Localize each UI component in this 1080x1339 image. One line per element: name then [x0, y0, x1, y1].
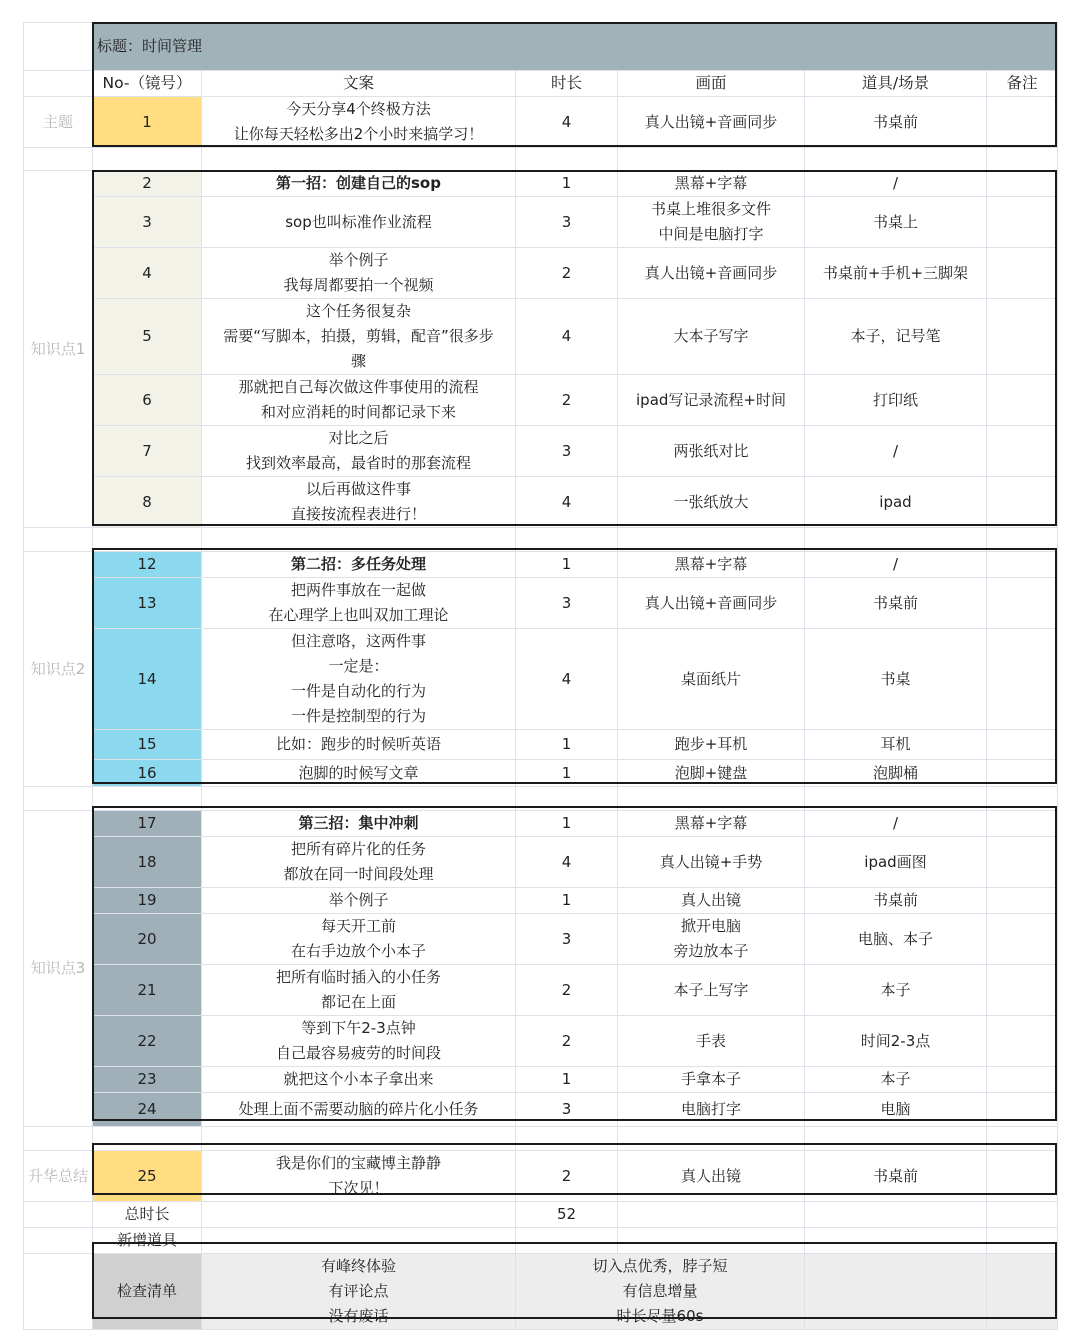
copy-cell[interactable]: 把所有临时插入的小任务 都记在上面 [202, 965, 516, 1016]
header-copy[interactable]: 文案 [202, 71, 516, 97]
spacer-row [24, 148, 1058, 171]
notes-cell[interactable] [987, 248, 1058, 299]
duration-cell[interactable]: 2 [516, 375, 618, 426]
shot-number[interactable]: 19 [93, 888, 202, 914]
props-cell[interactable]: / [805, 171, 987, 197]
table-row [24, 375, 1058, 426]
checklist-row [24, 1254, 1058, 1330]
props-cell[interactable]: 电脑、本子 [805, 914, 987, 965]
scene-cell[interactable]: 真人出镜+手势 [618, 837, 805, 888]
props-cell[interactable]: 本子 [805, 965, 987, 1016]
shot-number[interactable]: 23 [93, 1067, 202, 1093]
shot-number[interactable]: 2 [93, 171, 202, 197]
shot-number[interactable]: 4 [93, 248, 202, 299]
props-cell[interactable]: 书桌前 [805, 888, 987, 914]
shot-number[interactable]: 18 [93, 837, 202, 888]
section-label-knowledge-2[interactable]: 知识点2 [24, 552, 93, 787]
props-cell[interactable]: 泡脚桶 [805, 760, 987, 787]
shot-number[interactable]: 3 [93, 197, 202, 248]
table-row [24, 299, 1058, 375]
total-duration-label[interactable]: 总时长 [93, 1202, 202, 1228]
table-row [24, 426, 1058, 477]
total-duration-value[interactable]: 52 [516, 1202, 618, 1228]
duration-cell[interactable]: 4 [516, 97, 618, 148]
scene-cell[interactable]: ipad写记录流程+时间 [618, 375, 805, 426]
new-props-label[interactable]: 新增道具 [93, 1228, 202, 1254]
props-cell[interactable]: ipad画图 [805, 837, 987, 888]
total-row [24, 1202, 1058, 1228]
duration-cell[interactable]: 1 [516, 730, 618, 760]
shot-number[interactable]: 22 [93, 1016, 202, 1067]
table-row [24, 171, 1058, 197]
duration-cell[interactable]: 2 [516, 1151, 618, 1202]
duration-cell[interactable]: 3 [516, 426, 618, 477]
copy-cell[interactable]: 我是你们的宝藏博主静静 下次见！ [202, 1151, 516, 1202]
notes-cell[interactable] [987, 760, 1058, 787]
scene-cell[interactable]: 桌面纸片 [618, 629, 805, 730]
notes-cell[interactable] [987, 578, 1058, 629]
scene-cell[interactable]: 一张纸放大 [618, 477, 805, 528]
scene-cell[interactable]: 真人出镜 [618, 888, 805, 914]
props-cell[interactable]: / [805, 552, 987, 578]
notes-cell[interactable] [987, 811, 1058, 837]
scene-cell[interactable]: 手表 [618, 1016, 805, 1067]
shot-number[interactable]: 5 [93, 299, 202, 375]
duration-cell[interactable]: 1 [516, 171, 618, 197]
copy-cell[interactable]: 第三招：集中冲刺 [202, 811, 516, 837]
copy-cell[interactable]: 举个例子 我每周都要拍一个视频 [202, 248, 516, 299]
shot-number[interactable]: 16 [93, 760, 202, 787]
title-row [24, 23, 1058, 71]
scene-cell[interactable]: 黑幕+字幕 [618, 171, 805, 197]
duration-cell[interactable]: 4 [516, 299, 618, 375]
shot-number[interactable]: 7 [93, 426, 202, 477]
checklist-blank[interactable] [805, 1254, 987, 1330]
copy-cell[interactable]: 第一招：创建自己的sop [202, 171, 516, 197]
table-row [24, 888, 1058, 914]
scene-cell[interactable]: 掀开电脑 旁边放本子 [618, 914, 805, 965]
blank-cell [24, 23, 93, 71]
notes-cell[interactable] [987, 1093, 1058, 1127]
notes-cell[interactable] [987, 477, 1058, 528]
scene-cell[interactable]: 黑幕+字幕 [618, 552, 805, 578]
scene-cell[interactable]: 真人出镜+音画同步 [618, 248, 805, 299]
copy-cell[interactable]: 第二招：多任务处理 [202, 552, 516, 578]
section-label-knowledge-3[interactable]: 知识点3 [24, 811, 93, 1127]
shot-number[interactable]: 14 [93, 629, 202, 730]
duration-cell[interactable]: 4 [516, 477, 618, 528]
duration-cell[interactable]: 1 [516, 888, 618, 914]
table-row [24, 837, 1058, 888]
table-row [24, 1016, 1058, 1067]
section-label-theme[interactable]: 主题 [24, 97, 93, 148]
scene-cell[interactable]: 本子上写字 [618, 965, 805, 1016]
shot-number[interactable]: 17 [93, 811, 202, 837]
notes-cell[interactable] [987, 375, 1058, 426]
table-row [24, 730, 1058, 760]
shot-number[interactable]: 8 [93, 477, 202, 528]
copy-cell[interactable]: 以后再做这件事 直接按流程表进行！ [202, 477, 516, 528]
copy-cell[interactable]: 那就把自己每次做这件事使用的流程 和对应消耗的时间都记录下来 [202, 375, 516, 426]
notes-cell[interactable] [987, 629, 1058, 730]
table-row [24, 1151, 1058, 1202]
copy-cell[interactable]: 但注意咯，这两件事 一定是： 一件是自动化的行为 一件是控制型的行为 [202, 629, 516, 730]
props-cell[interactable]: 书桌前+手机+三脚架 [805, 248, 987, 299]
copy-cell[interactable]: 这个任务很复杂 需要“写脚本，拍摄，剪辑，配音”很多步 骤 [202, 299, 516, 375]
scene-cell[interactable]: 真人出镜 [618, 1151, 805, 1202]
checklist-label[interactable]: 检查清单 [93, 1254, 202, 1330]
section-label-knowledge-1[interactable]: 知识点1 [24, 171, 93, 528]
props-cell[interactable]: 书桌上 [805, 197, 987, 248]
scene-cell[interactable]: 跑步+耳机 [618, 730, 805, 760]
table-row [24, 965, 1058, 1016]
shot-number[interactable]: 13 [93, 578, 202, 629]
duration-cell[interactable]: 1 [516, 1067, 618, 1093]
checklist-blank[interactable] [987, 1254, 1058, 1330]
copy-cell[interactable]: 把两件事放在一起做 在心理学上也叫双加工理论 [202, 578, 516, 629]
shot-number[interactable]: 24 [93, 1093, 202, 1127]
notes-cell[interactable] [987, 1067, 1058, 1093]
spacer-row [24, 1127, 1058, 1151]
table-row [24, 760, 1058, 787]
duration-cell[interactable]: 2 [516, 248, 618, 299]
shot-number[interactable]: 25 [93, 1151, 202, 1202]
new-props-row [24, 1228, 1058, 1254]
checklist-right[interactable]: 切入点优秀，脖子短 有信息增量 时长尽量60s [516, 1254, 805, 1330]
copy-cell[interactable]: 比如：跑步的时候听英语 [202, 730, 516, 760]
table-row [24, 914, 1058, 965]
table-row [24, 477, 1058, 528]
spacer-row [24, 528, 1058, 552]
table-row [24, 248, 1058, 299]
props-cell[interactable]: 耳机 [805, 730, 987, 760]
shot-number[interactable]: 20 [93, 914, 202, 965]
storyboard-table [23, 22, 1058, 1330]
copy-cell[interactable]: 把所有碎片化的任务 都放在同一时间段处理 [202, 837, 516, 888]
scene-cell[interactable]: 电脑打字 [618, 1093, 805, 1127]
header-duration[interactable]: 时长 [516, 71, 618, 97]
props-cell[interactable]: 打印纸 [805, 375, 987, 426]
notes-cell[interactable] [987, 1151, 1058, 1202]
duration-cell[interactable]: 4 [516, 629, 618, 730]
scene-cell[interactable]: 大本子写字 [618, 299, 805, 375]
table-row [24, 1067, 1058, 1093]
table-row [24, 578, 1058, 629]
scene-cell[interactable]: 真人出镜+音画同步 [618, 578, 805, 629]
sheet-title[interactable]: 标题：时间管理 [93, 23, 1058, 71]
props-cell[interactable]: 书桌 [805, 629, 987, 730]
copy-cell[interactable]: 每天开工前 在右手边放个小本子 [202, 914, 516, 965]
duration-cell[interactable]: 1 [516, 811, 618, 837]
table-row [24, 97, 1058, 148]
duration-cell[interactable]: 1 [516, 552, 618, 578]
storyboard-sheet [23, 22, 1057, 1330]
spacer-row [24, 787, 1058, 811]
duration-cell[interactable]: 3 [516, 197, 618, 248]
duration-cell[interactable]: 2 [516, 1016, 618, 1067]
notes-cell[interactable] [987, 299, 1058, 375]
scene-cell[interactable]: 书桌上堆很多文件 中间是电脑打字 [618, 197, 805, 248]
duration-cell[interactable]: 1 [516, 760, 618, 787]
props-cell[interactable]: 本子，记号笔 [805, 299, 987, 375]
duration-cell[interactable]: 3 [516, 914, 618, 965]
table-row [24, 1093, 1058, 1127]
shot-number[interactable]: 21 [93, 965, 202, 1016]
notes-cell[interactable] [987, 914, 1058, 965]
notes-cell[interactable] [987, 1016, 1058, 1067]
blank-cell [24, 71, 93, 97]
props-cell[interactable]: 本子 [805, 1067, 987, 1093]
scene-cell[interactable]: 真人出镜+音画同步 [618, 97, 805, 148]
notes-cell[interactable] [987, 426, 1058, 477]
notes-cell[interactable] [987, 965, 1058, 1016]
copy-cell[interactable]: 举个例子 [202, 888, 516, 914]
table-row [24, 629, 1058, 730]
props-cell[interactable]: 书桌前 [805, 578, 987, 629]
props-cell[interactable]: / [805, 426, 987, 477]
props-cell[interactable]: 书桌前 [805, 1151, 987, 1202]
notes-cell[interactable] [987, 730, 1058, 760]
props-cell[interactable]: ipad [805, 477, 987, 528]
copy-cell[interactable]: 等到下午2-3点钟 自己最容易疲劳的时间段 [202, 1016, 516, 1067]
table-row [24, 197, 1058, 248]
copy-cell[interactable]: sop也叫标准作业流程 [202, 197, 516, 248]
header-notes[interactable]: 备注 [987, 71, 1058, 97]
duration-cell[interactable]: 3 [516, 1093, 618, 1127]
header-props[interactable]: 道具/场景 [805, 71, 987, 97]
notes-cell[interactable] [987, 197, 1058, 248]
notes-cell[interactable] [987, 552, 1058, 578]
shot-number[interactable]: 15 [93, 730, 202, 760]
copy-cell[interactable]: 泡脚的时候写文章 [202, 760, 516, 787]
copy-cell[interactable]: 处理上面不需要动脑的碎片化小任务 [202, 1093, 516, 1127]
table-row [24, 552, 1058, 578]
props-cell[interactable]: 电脑 [805, 1093, 987, 1127]
table-row [24, 811, 1058, 837]
scene-cell[interactable]: 手拿本子 [618, 1067, 805, 1093]
header-no[interactable]: No-（镜号） [93, 71, 202, 97]
copy-cell[interactable]: 今天分享4个终极方法 让你每天轻松多出2个小时来搞学习！ [202, 97, 516, 148]
notes-cell[interactable] [987, 171, 1058, 197]
scene-cell[interactable]: 两张纸对比 [618, 426, 805, 477]
notes-cell[interactable] [987, 97, 1058, 148]
props-cell[interactable]: 时间2-3点 [805, 1016, 987, 1067]
copy-cell[interactable]: 就把这个小本子拿出来 [202, 1067, 516, 1093]
notes-cell[interactable] [987, 888, 1058, 914]
duration-cell[interactable]: 4 [516, 837, 618, 888]
copy-cell[interactable]: 对比之后 找到效率最高，最省时的那套流程 [202, 426, 516, 477]
duration-cell[interactable]: 2 [516, 965, 618, 1016]
notes-cell[interactable] [987, 837, 1058, 888]
section-label-summary[interactable]: 升华总结 [24, 1151, 93, 1202]
scene-cell[interactable]: 泡脚+键盘 [618, 760, 805, 787]
props-cell[interactable]: / [805, 811, 987, 837]
header-row [24, 71, 1058, 97]
shot-number[interactable]: 6 [93, 375, 202, 426]
props-cell[interactable]: 书桌前 [805, 97, 987, 148]
shot-number[interactable]: 1 [93, 97, 202, 148]
scene-cell[interactable]: 黑幕+字幕 [618, 811, 805, 837]
header-scene[interactable]: 画面 [618, 71, 805, 97]
duration-cell[interactable]: 3 [516, 578, 618, 629]
shot-number[interactable]: 12 [93, 552, 202, 578]
checklist-left[interactable]: 有峰终体验 有评论点 没有废话 [202, 1254, 516, 1330]
